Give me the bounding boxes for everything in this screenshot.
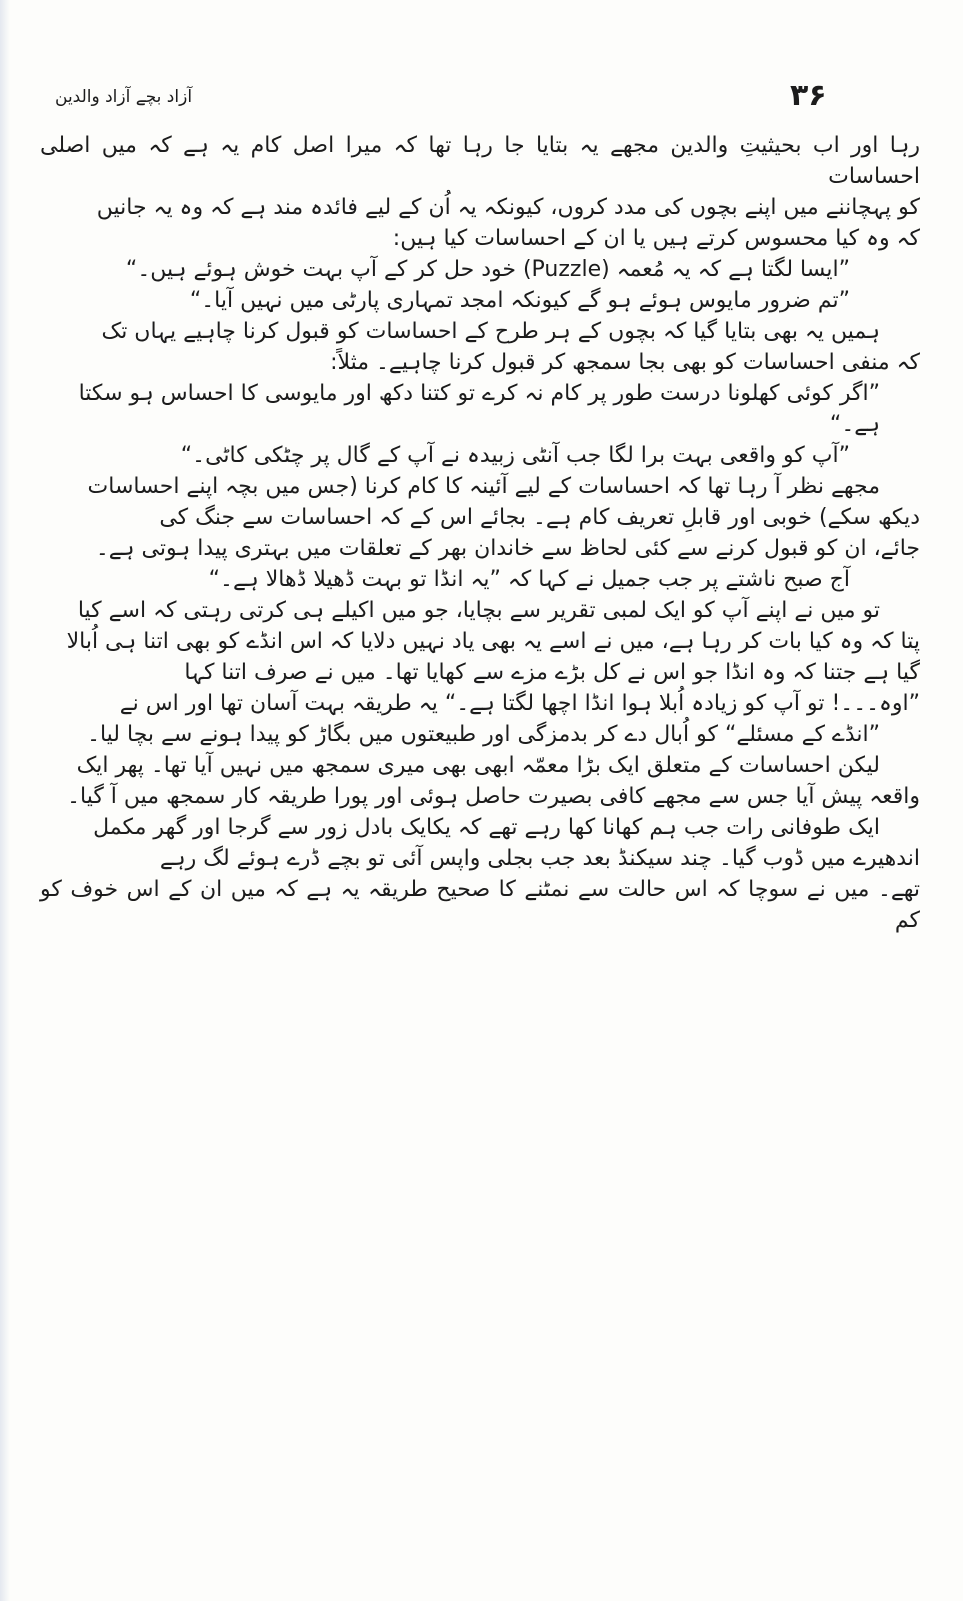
text-line: تھے۔ میں نے سوچا کہ اس حالت سے نمٹنے کا صحیح طریقہ یہ ہے کہ میں ان کے اس خوف کو کم bbox=[40, 877, 920, 933]
text-line: رہا اور اب بحیثیتِ والدین مجھے یہ بتایا جا رہا تھا کہ میرا اصل کام یہ ہے کہ میں اصلی احساسات bbox=[40, 133, 920, 189]
text-line: واقعہ پیش آیا جس سے مجھے کافی بصیرت حاصل ہوئی اور پورا طریقہ کار سمجھ میں آ گیا۔ bbox=[67, 784, 920, 809]
body-text bbox=[40, 130, 920, 936]
quote-line: ”ایسا لگتا ہے کہ یہ مُعمہ (Puzzle) خود حل کر کے آپ بہت خوش ہوئے ہیں۔“ bbox=[125, 257, 850, 282]
text-line: لیکن احساسات کے متعلق ایک بڑا معمّہ ابھی بھی میری سمجھ میں نہیں آیا تھا۔ پھر ایک bbox=[76, 753, 880, 778]
running-header-book-title: آزاد بچے آزاد والدین bbox=[55, 87, 193, 107]
text-line: تو میں نے اپنے آپ کو ایک لمبی تقریر سے بچایا، جو میں اکیلے ہی کرتی رہتی کہ اسے کیا bbox=[77, 598, 880, 623]
text-line: اندھیرے میں ڈوب گیا۔ چند سیکنڈ بعد جب بجلی واپس آئی تو بچے ڈرے ہوئے لگ رہے bbox=[159, 846, 920, 871]
text-line: ایک طوفانی رات جب ہم کھانا کھا رہے تھے کہ یکایک بادل زور سے گرجا اور گھر مکمل bbox=[93, 815, 880, 840]
text-line: جائے، ان کو قبول کرنے سے کئی لحاظ سے خاندان بھر کے تعلقات میں بہتری پیدا ہوتی ہے۔ bbox=[95, 536, 920, 561]
text-line: پتا کہ وہ کیا بات کر رہا ہے، میں نے اسے یہ بھی یاد نہیں دلایا کہ اس انڈے کو بھی اتنا ہی اُبالا bbox=[66, 629, 920, 654]
text-line: ”انڈے کے مسئلے“ کو اُبال دے کر بدمزگی اور طبیعتوں میں بگاڑ کو پیدا ہونے سے بچا لیا۔ bbox=[87, 722, 880, 747]
text-line: کو پہچاننے میں اپنے بچوں کی مدد کروں، کیونکہ یہ اُن کے لیے فائدہ مند ہے کہ وہ یہ جانیں bbox=[96, 195, 920, 220]
text-line: کہ منفی احساسات کو بھی بجا سمجھ کر قبول کرنا چاہیے۔ مثلاً: bbox=[330, 350, 920, 375]
quote-line: ”تم ضرور مایوس ہوئے ہو گے کیونکہ امجد تمہاری پارٹی میں نہیں آیا۔“ bbox=[189, 288, 850, 313]
text-line: گیا ہے جتنا کہ وہ انڈا جو اس نے کل بڑے مزے سے کھایا تھا۔ میں نے صرف اتنا کہا bbox=[184, 660, 920, 685]
page-edge-shadow bbox=[0, 0, 10, 1601]
quote-line: ”آپ کو واقعی بہت برا لگا جب آنٹی زبیدہ نے آپ کے گال پر چٹکی کاٹی۔“ bbox=[180, 443, 850, 468]
quote-line: ”اگر کوئی کھلونا درست طور پر کام نہ کرے تو کتنا دکھ اور مایوسی کا احساس ہو سکتا ہے۔“ bbox=[78, 381, 880, 437]
text-line: آج صبح ناشتے پر جب جمیل نے کہا کہ ”یہ انڈا تو بہت ڈھیلا ڈھالا ہے۔“ bbox=[208, 567, 850, 592]
text-line: ہمیں یہ بھی بتایا گیا کہ بچوں کے ہر طرح کے احساسات کو قبول کرنا چاہیے یہاں تک bbox=[101, 319, 880, 344]
page-number: ۳۶ bbox=[790, 78, 827, 113]
text-line: دیکھ سکے) خوبی اور قابلِ تعریف کام ہے۔ بجائے اس کے کہ احساسات سے جنگ کی bbox=[159, 505, 920, 530]
text-line: مجھے نظر آ رہا تھا کہ احساسات کے لیے آئینہ کا کام کرنا (جس میں بچہ اپنے احساسات bbox=[87, 474, 880, 499]
text-line: کہ وہ کیا محسوس کرتے ہیں یا ان کے احساسات کیا ہیں: bbox=[392, 226, 920, 251]
text-line: ”اوہ۔۔۔! تو آپ کو زیادہ اُبلا ہوا انڈا اچھا لگتا ہے۔“ یہ طریقہ بہت آسان تھا اور اس نے bbox=[119, 691, 920, 716]
